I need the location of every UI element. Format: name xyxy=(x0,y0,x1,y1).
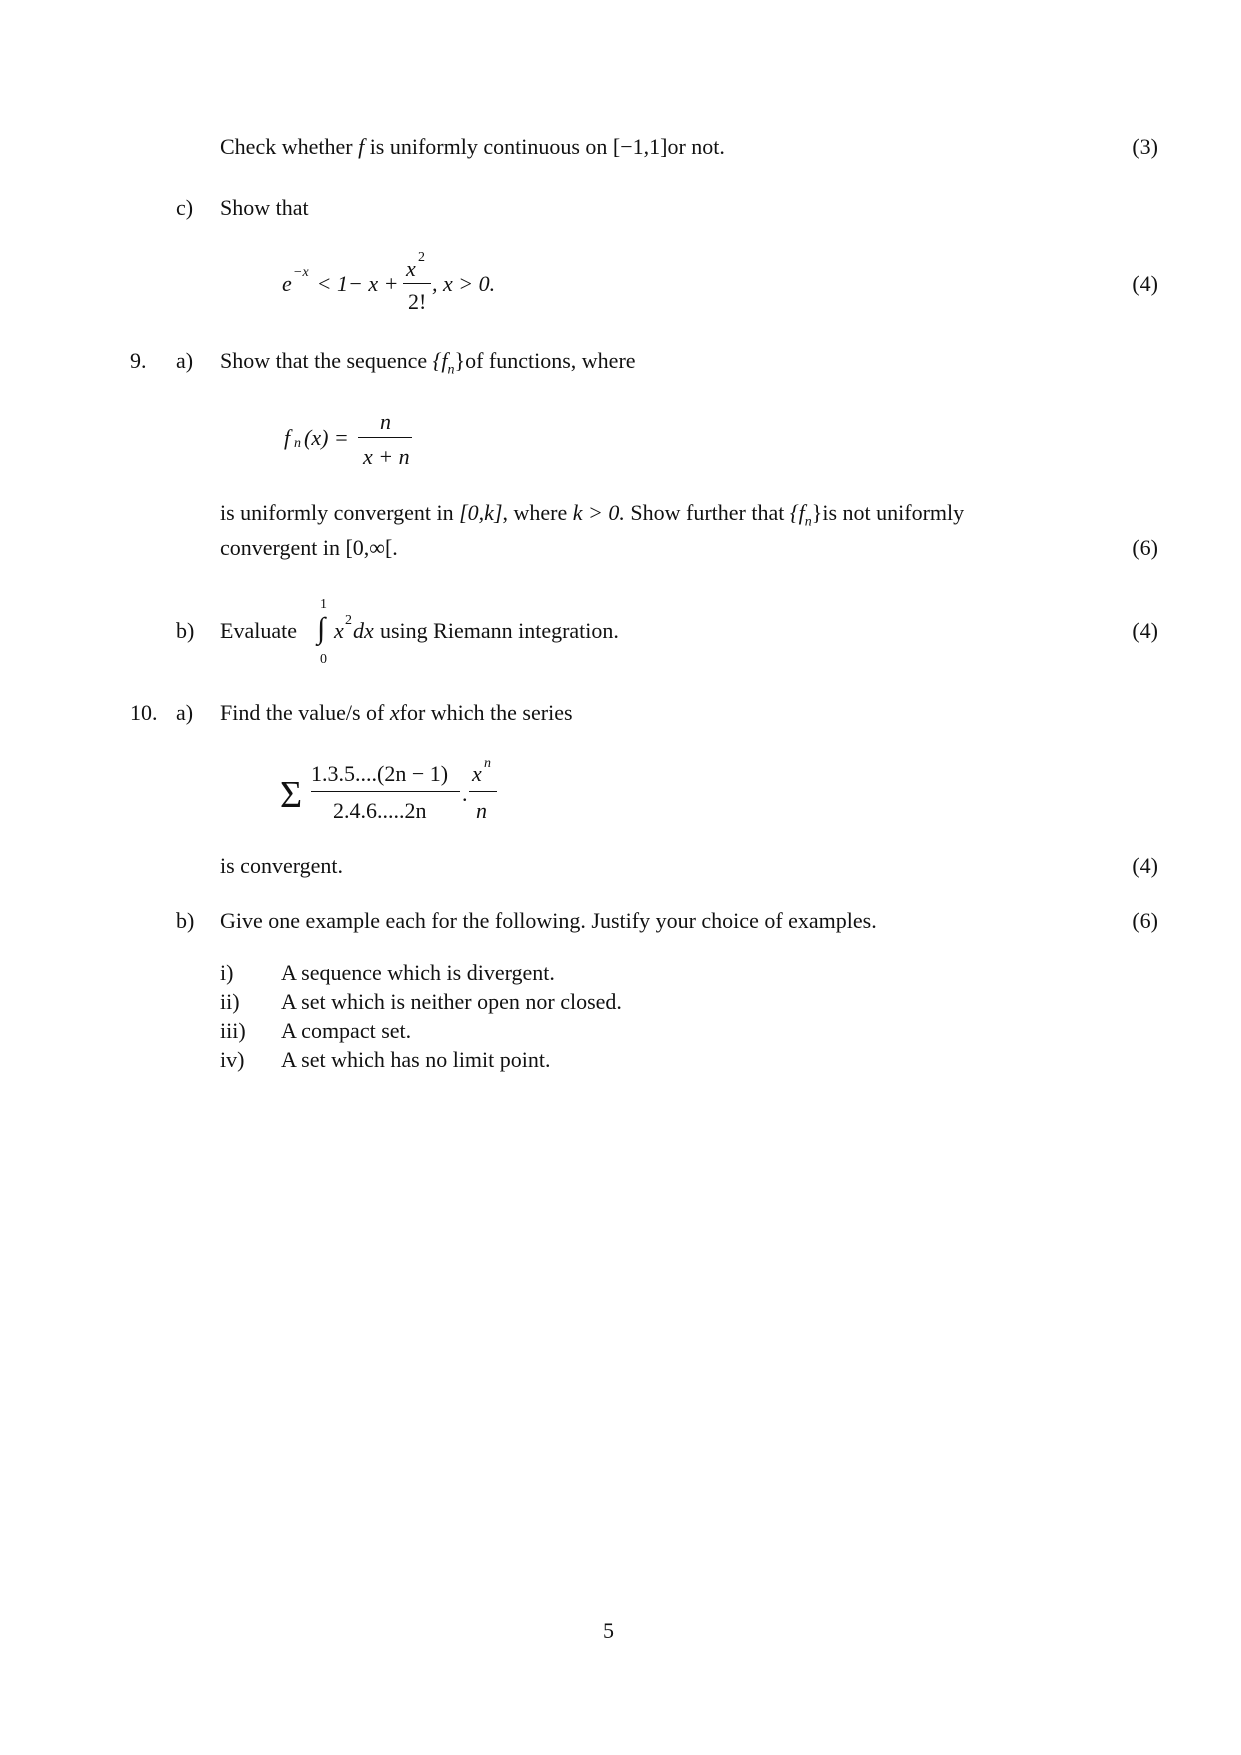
q10a-den2: n xyxy=(476,798,487,823)
q10a-after: is convergent. xyxy=(220,853,344,878)
q9a-line1-pre: is uniformly convergent in xyxy=(220,500,454,525)
q10a-marks: (4) xyxy=(1132,853,1158,878)
q9a-line1 xyxy=(220,502,964,529)
q9a-fn-arg: (x) = xyxy=(304,425,349,450)
q10b-text: Give one example each for the following. Justify your choice of examples. xyxy=(220,908,877,933)
q8c-num-base: x xyxy=(406,256,416,281)
q9a-line1-mid: , where xyxy=(502,500,568,525)
q8b-continuation-line xyxy=(220,136,725,158)
list-item-number: iii) xyxy=(220,1018,246,1043)
q9-number: 9. xyxy=(130,348,147,373)
q9a-fraction-bar xyxy=(358,437,412,438)
q10a-num2: x xyxy=(472,761,482,786)
q9a-seq: {f xyxy=(432,348,448,373)
q10a-pre: Find the value/s of xyxy=(220,700,385,725)
q9a-fn-num: n xyxy=(380,409,391,434)
q10a-num2-exp: n xyxy=(484,756,491,771)
list-item-text: A set which has no limit point. xyxy=(281,1047,551,1072)
q9b-integrand: x xyxy=(334,618,344,643)
q10a-label: a) xyxy=(176,700,194,725)
q9b-label: b) xyxy=(176,618,195,643)
q9b-dx: dx xyxy=(353,618,374,643)
q9a-post: of functions, where xyxy=(465,348,636,373)
list-item-number: ii) xyxy=(220,989,240,1014)
q9a-label: a) xyxy=(176,348,194,373)
q9a-intro xyxy=(220,350,636,377)
q9a-seq-close: } xyxy=(454,348,466,373)
q9a-line1-interval: [0,k] xyxy=(459,500,503,525)
q10-number: 10. xyxy=(130,700,158,725)
q9a-seq-sub: n xyxy=(447,362,455,378)
q9a-line1-sub: n xyxy=(804,514,812,530)
q8b-interval: [−1,1] xyxy=(612,134,668,159)
q9a-line1-close: } xyxy=(811,500,823,525)
q10a-intro xyxy=(220,702,573,724)
q8c-text: Show that xyxy=(220,195,309,220)
q8c-marks: (4) xyxy=(1132,271,1158,296)
list-item-text: A set which is neither open nor closed. xyxy=(281,989,622,1014)
list-item-text: A sequence which is divergent. xyxy=(281,960,555,985)
q9a-line1-k: k > 0. xyxy=(572,500,625,525)
q8b-text-mid: is uniformly continuous on xyxy=(369,134,608,159)
q8c-label: c) xyxy=(176,195,194,220)
q8c-one-minus-x-plus: 1− x + xyxy=(337,271,399,296)
q10a-num1: 1.3.5....(2n − 1) xyxy=(311,761,449,786)
q9a-pre: Show that the sequence xyxy=(220,348,428,373)
q10a-den1: 2.4.6.....2n xyxy=(333,798,427,823)
q8b-marks: (3) xyxy=(1132,134,1158,159)
q8c-rhs: , x > 0. xyxy=(432,271,496,296)
q10a-fraction-bar-1 xyxy=(311,791,460,792)
q9a-line2-text: convergent in xyxy=(220,535,340,560)
q9a-line1-end: is not uniformly xyxy=(822,500,965,525)
q9a-fn-den: x + n xyxy=(363,444,410,469)
page-number: 5 xyxy=(603,1618,614,1643)
q8c-lhs-exp: −x xyxy=(293,265,309,280)
q9b-integrand-exp: 2 xyxy=(345,613,352,628)
q8c-lhs-base: e xyxy=(282,271,292,296)
q9a-line2 xyxy=(220,537,398,559)
q9b-upper-limit: 1 xyxy=(320,597,327,612)
q10a-dot: . xyxy=(462,781,468,806)
q9a-fn-base: f xyxy=(284,425,291,450)
q8b-text-post: or not. xyxy=(667,134,725,159)
q9b-marks: (4) xyxy=(1132,618,1158,643)
q10a-post: for which the series xyxy=(399,700,573,725)
list-item-number: iv) xyxy=(220,1047,245,1072)
list-item-number: i) xyxy=(220,960,234,985)
q9a-fn-sub: n xyxy=(294,436,301,451)
q8c-lt: < xyxy=(318,271,331,296)
q9b-pre: Evaluate xyxy=(220,618,297,643)
q9a-marks: (6) xyxy=(1132,535,1158,560)
q10b-marks: (6) xyxy=(1132,908,1158,933)
q8b-f: f xyxy=(358,134,365,159)
q8c-fraction-bar xyxy=(403,283,431,284)
q9b-post: using Riemann integration. xyxy=(380,618,619,643)
list-item-text: A compact set. xyxy=(281,1018,412,1043)
q9a-line1-post: Show further that xyxy=(630,500,785,525)
q9a-line1-seq: {f xyxy=(789,500,805,525)
q9a-line2-interval: [0,∞[. xyxy=(345,535,398,560)
integral-sign-icon: ∫ xyxy=(317,612,326,645)
q8c-num-exp: 2 xyxy=(418,250,425,265)
q8b-text-pre: Check whether xyxy=(220,134,353,159)
q10a-fraction-bar-2 xyxy=(469,791,497,792)
q10b-label: b) xyxy=(176,908,195,933)
q9b-lower-limit: 0 xyxy=(320,652,327,667)
q8c-den: 2! xyxy=(408,289,427,314)
q10a-x: x xyxy=(389,700,400,725)
sigma-icon: Σ xyxy=(280,774,303,816)
